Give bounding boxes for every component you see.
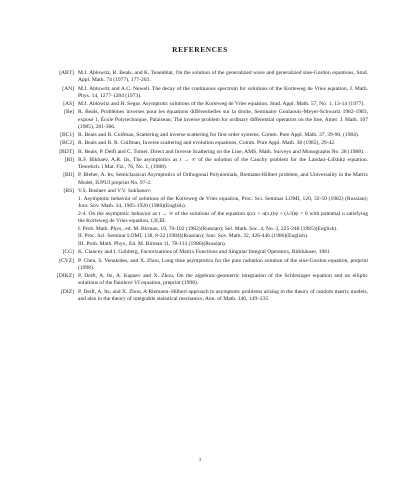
reference-paragraph: R. Beals, Problèmes inverses pour les équations différentielles sur la droite, Seminaire Goulaouic-Meyer-Schwartz 1982-1983, exposé 1, École Polytechnique, Palaiseau; The inverse problem for ordinary differential operators on the line, Amer. J. Math. 107 (1985), 281-366. (78, 109, 368, 130)
reference-key: [CG] (62, 249, 74, 256)
reference-paragraph: P. Deift, A. Its, and X. Zhou, A Riemann–Hilbert approach to asymptotic problems arising in the theory of random matrix models, and also in the theory of integrable statistical mechanics, Ann. of Math. 146, 149–235 (78, 288, 368, 302)
reference-paragraph: R. Beals and R. R. Coifman, Inverse scattering and evolution equations, Comm. Pure Appl. Math. 38 (1985), 29-42. (78, 140, 336, 147)
reference-key: [BS] (63, 187, 74, 194)
reference-key: [BC1] (60, 132, 74, 138)
reference-entry (34, 149, 368, 156)
reference-paragraph: 1. Asymptotic behavior of solutions of the Korteweg de Vries equation, Proc. Sci. Seminar LOMI, 120, 32-50 (1982) (Russian); Jour. Sov. Math. 34, 1905-1920 (1986)(English). (78, 195, 368, 209)
reference-paragraph: R.F. Bikbaev, A.R. Its, The asymptotics as t → ∞ of the solution of the Cauchy problem for the Landau–Lifshitz equation. Teoretich. i Mat. Fiz., 76, No. 1, (1988). (78, 156, 368, 170)
page-title: REFERENCES (172, 45, 228, 54)
reference-text (78, 172, 368, 187)
reference-paragraph: P. Deift, A. Its, A. Kapaev and X. Zhou, On the algebraic-geometric integration of the Schlesinger equation and on elliptic solutions of the Painlevé VI equation, preprint (1998). (78, 273, 368, 287)
reference-text (78, 70, 368, 85)
reference-entry (34, 249, 368, 256)
reference-entry (34, 140, 368, 147)
reference-key: [BI] (64, 156, 74, 163)
reference-entry (34, 157, 368, 172)
reference-paragraph: III. Prob. Math. Phys., Ed. M. Birman 11, 78-113 (1986)(Russian). (78, 241, 227, 247)
reference-entry (34, 86, 368, 101)
reference-entry (34, 109, 368, 131)
reference-paragraph: II. Proc. Sci. Seminar LOMI, 138, 8-32 (1984)(Russian); Jour. Sov. Math. 32, 426-446 (1986)(English). (78, 233, 309, 240)
reference-entry (34, 289, 368, 304)
reference-paragraph: P. Bleher, A. Its, Semiclassical Asymptotics of Orthogonal Polynomials, Riemann-Hilbert problem, and Universality in the Matrix Model, IUPUI preprint No. 97-2. (78, 172, 368, 186)
reference-text (78, 188, 368, 249)
reference-key: [ABT] (59, 70, 74, 76)
reference-text (78, 149, 368, 156)
reference-paragraph: V.S. Buslaev and V.V. Sukhanov: (78, 187, 152, 194)
reference-text (78, 273, 368, 288)
reference-paragraph: M.J. Ablowitz, R. Beals, and K. Tenenblat, On the solution of the generalized wave and generalized sine-Gordon equations, Stud. Appl. Math. 74 (1977), 177-203. (78, 70, 368, 84)
reference-paragraph: M.J. Ablowitz and A.C. Newell. The decay of the continuous spectrum for solutions of the Korteweg de Vries equation, J. Math. Phys. 14, 1277-1284 (1973). (78, 85, 368, 99)
reference-entry (34, 172, 368, 187)
reference-key: [CVZ] (59, 257, 74, 264)
reference-text (78, 109, 368, 131)
reference-key: [Be] (64, 109, 74, 116)
reference-text (78, 289, 368, 304)
reference-paragraph: P. Chen, S. Venakides, and X. Zhou, Long time asymptotics for the pure radiation solution of the sine-Gordon equation, preprint (1998). (78, 257, 368, 271)
reference-key: [AS] (63, 101, 74, 107)
reference-key: [DIZ] (61, 288, 74, 295)
reference-entry (34, 273, 368, 288)
reference-key: [AN] (62, 85, 74, 92)
reference-paragraph: R. Beals, P. Deift and C. Tomei. Direct and Inverse Scattering on the Line, AMS, Math. Surveys and Monographs No. 28 (1988). (78, 148, 365, 155)
reference-text (78, 132, 368, 139)
reference-text (78, 86, 368, 101)
reference-paragraph: K. Clancey and I. Gohberg, Factorizations of Matrix Functions and Singular Integral Operators, Birkhäuser, 1981 (78, 249, 330, 256)
reference-key: [BDT] (59, 148, 74, 155)
reference-entry (34, 132, 368, 139)
reference-entry (34, 101, 368, 108)
reference-text (78, 140, 368, 147)
reference-key: [BIl] (63, 172, 74, 179)
reference-text (78, 157, 368, 172)
reference-paragraph: 2-4. On the asymptotic behavior as t → ∞ of the solutions of the equation ψxx + u(x,t)ψ + (λ/4)ψ = 0 with potential u satisfying the Korteweg de Vries equation, I,II,III. (78, 210, 368, 224)
reference-paragraph: I. Prob. Math. Phys., ed. M. Birman, 10, 70-102 (1982)(Russian); Sel. Math. Soc. 4, No. 3, 225-248 (1985)(English). (78, 225, 338, 232)
reference-entry (34, 70, 368, 85)
reference-paragraph: M.J. Ablowitz and H. Segur. Asymptotic solutions of the Korteweg de Vries equation. Stud. Appl. Math. 57, No. 1, 13-14 (1977). (78, 101, 365, 107)
reference-key: [DIKZ] (57, 273, 74, 279)
reference-entry (34, 188, 368, 249)
reference-text (78, 258, 368, 273)
reference-text (78, 101, 368, 108)
reference-text (78, 249, 368, 256)
reference-key: [BC2] (60, 140, 74, 147)
reference-paragraph: R. Beals and R. Coifman, Scattering and inverse scattering for first order systems. Comm. Pure Appl. Math. 37, 39-90, (1984). (78, 132, 360, 138)
reference-list (34, 70, 368, 304)
reference-entry (34, 258, 368, 273)
page-number: 1 (198, 457, 202, 463)
